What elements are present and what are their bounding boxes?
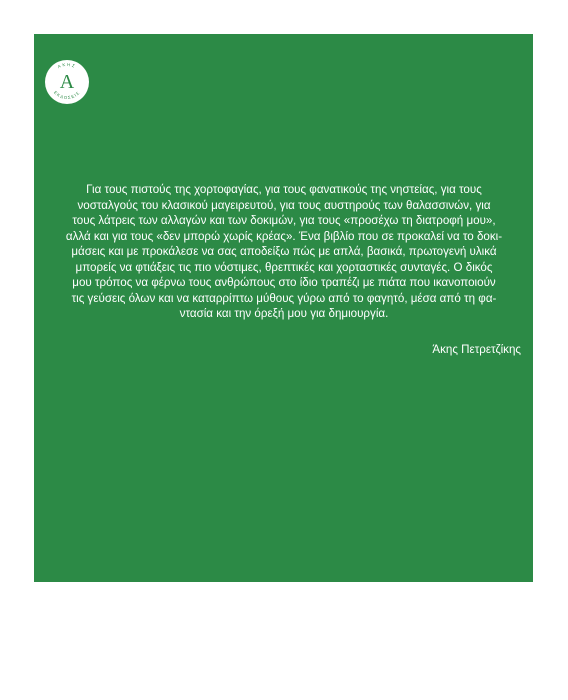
logo-ring-bottom: ΕΚΔΟΣΕΙΣ — [52, 89, 82, 101]
publisher-logo-icon — [42, 57, 92, 107]
book-back-cover — [34, 34, 533, 582]
author-signature: Άκης Πετρετζίκης — [432, 343, 521, 356]
blurb-line: μπορείς να φτιάξεις τις πιο νόστιμες, θρεπτικές και χορταστικές συνταγές. Ο δικός — [75, 260, 493, 274]
blurb-line: τους λάτρεις των αλλαγών και των δοκιμών, για τους «προσέχω τη διατροφή μου», — [72, 214, 496, 227]
blurb-line: νοσταλγούς του κλασικού μαγειρευτού, για τους αυστηρούς των θαλασσινών, για — [77, 198, 491, 212]
blurb-line: αλλά και για τους «δεν μπορώ χωρίς κρέας». Ένα βιβλίο που σε προκαλεί να το δοκι- — [65, 229, 503, 243]
publisher-logo — [42, 57, 92, 107]
cover-blurb — [45, 182, 523, 322]
blurb-line: μου τρόπος να φέρνω τους ανθρώπους στο ίδιο τραπέζι με πιάτα που ικανοποιούν — [72, 276, 496, 289]
blurb-line: μάσεις και με προκάλεσε να σας αποδείξω πώς με απλά, βασικά, πρωτογενή υλικά — [71, 245, 497, 258]
logo-ring-top: ΑΚΗΣ — [56, 61, 78, 70]
blurb-line: Για τους πιστούς της χορτοφαγίας, για τους φανατικούς της νηστείας, για τους — [86, 183, 482, 196]
logo-letter: Α — [59, 71, 75, 93]
blurb-line: τις γεύσεις όλων και να καταρρίπτω μύθους γύρω από το φαγητό, μέσα από τη φα- — [71, 291, 497, 305]
blurb-line: ντασία και την όρεξή μου για δημιουργία. — [179, 307, 389, 320]
